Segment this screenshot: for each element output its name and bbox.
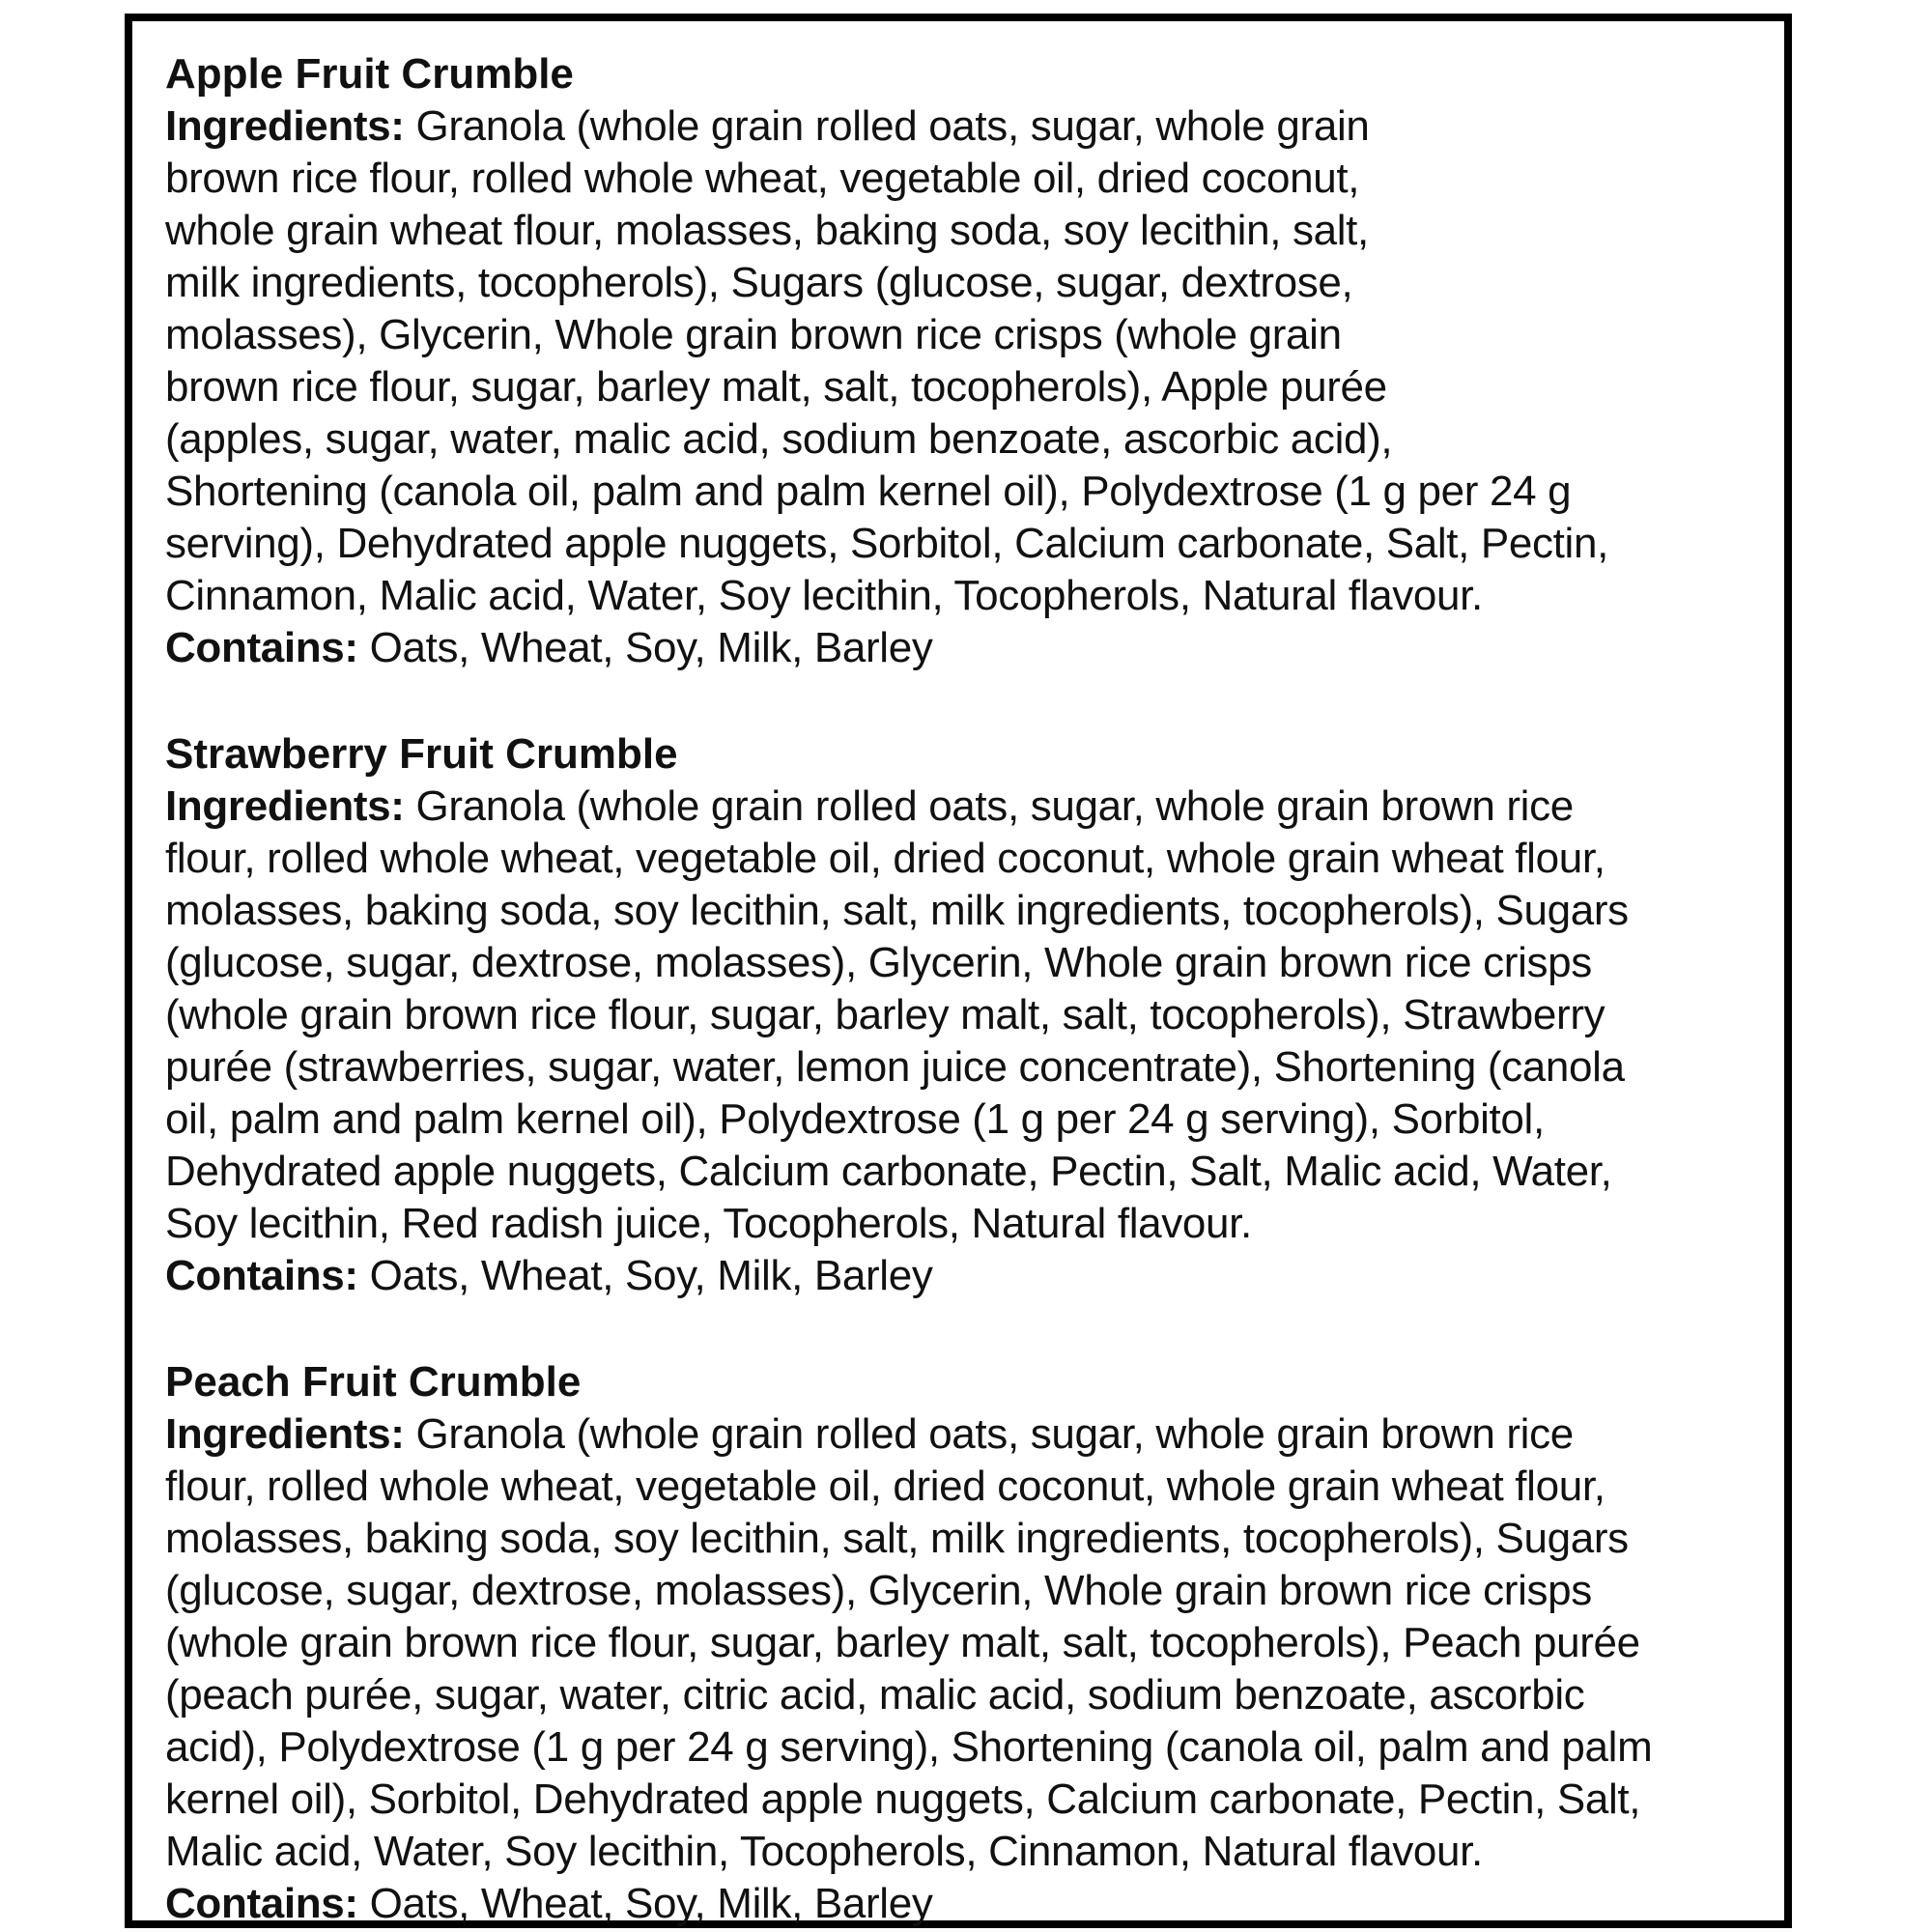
ingredients-line: molasses), Glycerin, Whole grain brown rice crisps (whole grain [165, 311, 1342, 358]
product-section-apple [165, 48, 1769, 674]
contains-text: Oats, Wheat, Soy, Milk, Barley [357, 1880, 933, 1927]
product-title: Peach Fruit Crumble [165, 1358, 582, 1406]
ingredients-line [165, 781, 1769, 833]
ingredients-line: (whole grain brown rice flour, sugar, barley malt, salt, tocopherols), Strawberry [165, 991, 1605, 1038]
ingredients-line: Soy lecithin, Red radish juice, Tocopherols, Natural flavour. [165, 1200, 1252, 1247]
product-section-strawberry [165, 728, 1769, 1302]
ingredients-label: Ingredients: [165, 102, 405, 150]
ingredients-line: Shortening (canola oil, palm and palm kernel oil), Polydextrose (1 g per 24 g [165, 468, 1572, 515]
ingredients-line: oil, palm and palm kernel oil), Polydextrose (1 g per 24 g serving), Sorbitol, [165, 1095, 1545, 1143]
ingredients-line: (glucose, sugar, dextrose, molasses), Glycerin, Whole grain brown rice crisps [165, 1567, 1592, 1614]
ingredients-line: Cinnamon, Malic acid, Water, Soy lecithin, Tocopherols, Natural flavour. [165, 572, 1483, 619]
ingredients-text: Granola (whole grain rolled oats, sugar, whole grain brown rice [404, 782, 1574, 830]
ingredients-line: (whole grain brown rice flour, sugar, barley malt, salt, tocopherols), Peach purée [165, 1619, 1640, 1666]
ingredients-line: brown rice flour, sugar, barley malt, salt, tocopherols), Apple purée [165, 363, 1387, 411]
ingredients-line: flour, rolled whole wheat, vegetable oil, dried coconut, whole grain wheat flour, [165, 1463, 1605, 1510]
ingredients-line: Malic acid, Water, Soy lecithin, Tocopherols, Cinnamon, Natural flavour. [165, 1828, 1483, 1875]
contains-label: Contains: [165, 1252, 358, 1299]
ingredients-label: Ingredients: [165, 1410, 405, 1458]
ingredients-line: (glucose, sugar, dextrose, molasses), Glycerin, Whole grain brown rice crisps [165, 939, 1592, 986]
ingredients-line: flour, rolled whole wheat, vegetable oil, dried coconut, whole grain wheat flour, [165, 835, 1605, 882]
ingredients-line: purée (strawberries, sugar, water, lemon juice concentrate), Shortening (canola [165, 1043, 1625, 1091]
ingredients-text: Granola (whole grain rolled oats, sugar, whole grain [404, 102, 1370, 150]
product-section-peach [165, 1356, 1769, 1930]
contains-line [165, 1250, 1769, 1302]
ingredients-line: molasses, baking soda, soy lecithin, salt, milk ingredients, tocopherols), Sugars [165, 887, 1629, 934]
contains-label: Contains: [165, 1880, 358, 1927]
ingredients-block [165, 100, 1769, 622]
ingredients-line: brown rice flour, rolled whole wheat, vegetable oil, dried coconut, [165, 155, 1360, 202]
ingredients-label: Ingredients: [165, 782, 405, 830]
contains-label: Contains: [165, 624, 358, 671]
ingredients-label-content [165, 48, 1769, 1930]
ingredients-line: (peach purée, sugar, water, citric acid, malic acid, sodium benzoate, ascorbic [165, 1671, 1585, 1719]
ingredients-line: milk ingredients, tocopherols), Sugars (glucose, sugar, dextrose, [165, 259, 1353, 306]
ingredients-line: Dehydrated apple nuggets, Calcium carbonate, Pectin, Salt, Malic acid, Water, [165, 1148, 1612, 1195]
ingredients-line [165, 100, 1769, 153]
ingredients-line: serving), Dehydrated apple nuggets, Sorbitol, Calcium carbonate, Salt, Pectin, [165, 520, 1608, 567]
ingredients-block [165, 781, 1769, 1250]
contains-line [165, 1878, 1769, 1930]
ingredients-line: acid), Polydextrose (1 g per 24 g serving), Shortening (canola oil, palm and palm [165, 1723, 1653, 1771]
product-title: Apple Fruit Crumble [165, 50, 574, 98]
ingredients-block [165, 1408, 1769, 1878]
ingredients-label-panel [125, 14, 1792, 1928]
product-title: Strawberry Fruit Crumble [165, 730, 678, 778]
contains-text: Oats, Wheat, Soy, Milk, Barley [357, 1252, 933, 1299]
ingredients-line: (apples, sugar, water, malic acid, sodium benzoate, ascorbic acid), [165, 415, 1393, 463]
contains-text: Oats, Wheat, Soy, Milk, Barley [357, 624, 933, 671]
ingredients-line [165, 1408, 1769, 1461]
contains-line [165, 622, 1769, 674]
ingredients-line: molasses, baking soda, soy lecithin, salt, milk ingredients, tocopherols), Sugars [165, 1515, 1629, 1562]
ingredients-line: kernel oil), Sorbitol, Dehydrated apple nuggets, Calcium carbonate, Pectin, Salt, [165, 1776, 1641, 1823]
ingredients-line: whole grain wheat flour, molasses, baking soda, soy lecithin, salt, [165, 207, 1369, 254]
ingredients-text: Granola (whole grain rolled oats, sugar, whole grain brown rice [404, 1410, 1574, 1458]
